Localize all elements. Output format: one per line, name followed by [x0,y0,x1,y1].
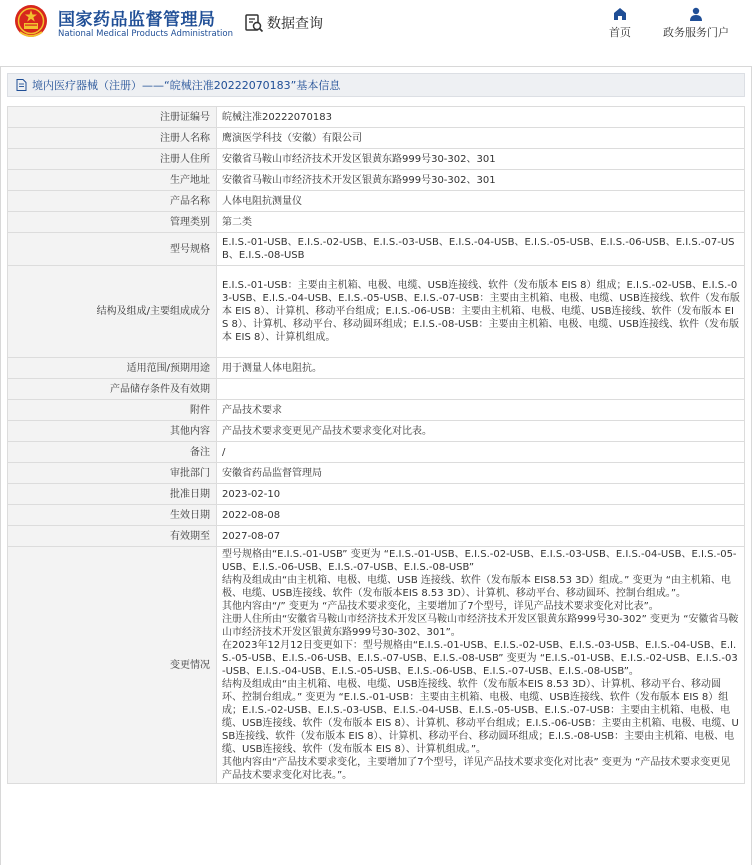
data-query-label: 数据查询 [267,16,323,32]
site-name-cn[interactable]: 国家药品监督管理局 [58,10,216,30]
change-line: 其他内容由“产品技术要求变化，主要增加了7个型号，详见产品技术要求变化对比表” 变更为 “产品技术要求变更见产品技术要求变化对比表。”。 [222,757,731,781]
row-value: 安徽省马鞍山市经济技术开发区银黄东路999号30-302、301 [217,170,745,191]
table-row [8,191,745,212]
data-query-icon [244,13,264,33]
row-label: 管理类别 [8,212,217,233]
table-row [8,212,745,233]
home-icon [612,6,628,22]
row-value: 2023-02-10 [217,484,745,505]
change-line: 型号规格由“E.I.S.-01-USB” 变更为 “E.I.S.-01-USB、E.I.S.-02-USB、E.I.S.-03-USB、E.I.S.-04-USB、E.I.S.-05-USB、E.I.S.-06-USB、E.I.S.-07-USB、E.I.S.-08-USB” [222,549,737,573]
nav-gov-service-label: 政务服务门户 [663,26,729,39]
row-label: 变更情况 [8,547,217,784]
table-row [8,421,745,442]
row-value: / [217,442,745,463]
national-emblem-icon[interactable] [14,4,48,40]
detail-panel [0,66,752,865]
change-line: 结构及组成由“由主机箱、电极、电缆、USB 连接线、软件（发布版本 EIS8.53 3D）组成。” 变更为 “由主机箱、电极、电缆、USB连接线、软件（发布版本EIS 8.53 3D）、计算机、移动平台、移动圆环、控制台组成。”。 [222,575,731,599]
row-value: 鹰演医学科技（安徽）有限公司 [217,128,745,149]
row-label: 结构及组成/主要组成成分 [8,266,217,358]
table-row [8,128,745,149]
change-line: 注册人住所由“安徽省马鞍山市经济技术开发区马鞍山市经济技术开发区银黄东路999号30-302” 变更为 “安徽省马鞍山市经济技术开发区银黄东路999号30-302、301”。 [222,614,739,638]
table-row [8,442,745,463]
change-history [217,547,745,784]
row-value: 安徽省马鞍山市经济技术开发区银黄东路999号30-302、301 [217,149,745,170]
row-value: 人体电阻抗测量仪 [217,191,745,212]
change-line: 在2023年12月12日变更如下：型号规格由“E.I.S.-01-USB、E.I.S.-02-USB、E.I.S.-03-USB、E.I.S.-04-USB、E.I.S.-05-USB、E.I.S.-06-USB、E.I.S.-07-USB、E.I.S.-08-USB” 变更为 “E.I.S.-01-USB、E.I.S.-02-USB、E.I.S.-03-USB、E.I.S.-04-USB、E.I.S.-05-USB、E.I.S.-06-USB、E.I.S.-07-USB、E.I.S.-08-USB”。 [222,640,738,677]
table-row [8,149,745,170]
row-value [217,379,745,400]
row-value: E.I.S.-01-USB：主要由主机箱、电极、电缆、USB连接线、软件（发布版本 EIS 8）组成；E.I.S.-02-USB、E.I.S.-03-USB、E.I.S.-04-USB、E.I.S.-05-USB、E.I.S.-07-USB：主要由主机箱、电极、电缆、USB连接线、软件（发布版本 EIS 8）、计算机、移动平台组成；E.I.S.-06-USB：主要由主机箱、电极、电缆、USB连接线、软件（发布版本 EIS 8）、计算机、移动平台、移动圆环组成；E.I.S.-08-USB：主要由主机箱、电极、电缆、USB连接线、软件（发布版本 EIS 8）、计算机组成。 [217,266,745,358]
table-row [8,526,745,547]
row-value: 2027-08-07 [217,526,745,547]
row-label: 附件 [8,400,217,421]
registration-info-table [7,106,745,784]
row-label: 备注 [8,442,217,463]
nav-home[interactable] [580,6,660,40]
panel-title: 境内医疗器械（注册）——“皖械注准20222070183”基本信息 [32,79,341,92]
row-label: 产品储存条件及有效期 [8,379,217,400]
table-row [8,505,745,526]
row-value: 安徽省药品监督管理局 [217,463,745,484]
table-row [8,400,745,421]
data-query-link[interactable] [244,11,323,35]
row-value: 2022-08-08 [217,505,745,526]
table-row [8,484,745,505]
row-value: 产品技术要求 [217,400,745,421]
change-line: 结构及组成由“由主机箱、电极、电缆、USB连接线、软件（发布版本EIS 8.53 3D）、计算机、移动平台、移动圆环、控制台组成。” 变更为 “E.I.S.-01-USB：主要由主机箱、电极、电缆、USB连接线、软件（发布版本 EIS 8）组成；E.I.S.-02-USB、E.I.S.-03-USB、E.I.S.-04-USB、E.I.S.-05-USB、E.I.S.-07-USB：主要由主机箱、电极、电缆、USB连接线、软件（发布版本 EIS 8）、计算机、移动平台组成；E.I.S.-06-USB：主要由主机箱、电极、电缆、USB连接线、软件（发布版本 EIS 8）、计算机、移动平台、移动圆环组成；E.I.S.-08-USB：主要由主机箱、电极、电缆、USB连接线、软件（发布版本 EIS 8）、计算机组成。”。 [222,679,739,755]
row-label: 注册人名称 [8,128,217,149]
table-row [8,463,745,484]
table-row [8,233,745,266]
row-value: 产品技术要求变更见产品技术要求变化对比表。 [217,421,745,442]
row-label: 型号规格 [8,233,217,266]
row-label: 有效期至 [8,526,217,547]
table-row [8,107,745,128]
row-value: 皖械注准20222070183 [217,107,745,128]
user-icon [688,6,704,22]
row-label: 注册证编号 [8,107,217,128]
row-label: 其他内容 [8,421,217,442]
panel-title-bar [7,73,745,97]
row-value: 第二类 [217,212,745,233]
row-value: 用于测量人体电阻抗。 [217,358,745,379]
row-label: 生效日期 [8,505,217,526]
row-label: 注册人住所 [8,149,217,170]
site-name-en[interactable]: National Medical Products Administration [58,29,233,39]
row-label: 审批部门 [8,463,217,484]
document-icon [16,79,27,91]
row-label: 产品名称 [8,191,217,212]
table-row [8,266,745,358]
table-row [8,170,745,191]
table-row [8,358,745,379]
nav-gov-service-portal[interactable] [656,6,736,40]
change-line: 其他内容由“/” 变更为 “产品技术要求变化，主要增加了7个型号，详见产品技术要求变化对比表”。 [222,601,659,612]
table-row [8,379,745,400]
row-label: 适用范围/预期用途 [8,358,217,379]
nav-home-label: 首页 [609,26,631,39]
row-value: E.I.S.-01-USB、E.I.S.-02-USB、E.I.S.-03-USB、E.I.S.-04-USB、E.I.S.-05-USB、E.I.S.-06-USB、E.I.S.-07-USB、E.I.S.-08-USB [217,233,745,266]
site-header [0,0,752,48]
row-label: 批准日期 [8,484,217,505]
row-label: 生产地址 [8,170,217,191]
table-row [8,547,745,784]
